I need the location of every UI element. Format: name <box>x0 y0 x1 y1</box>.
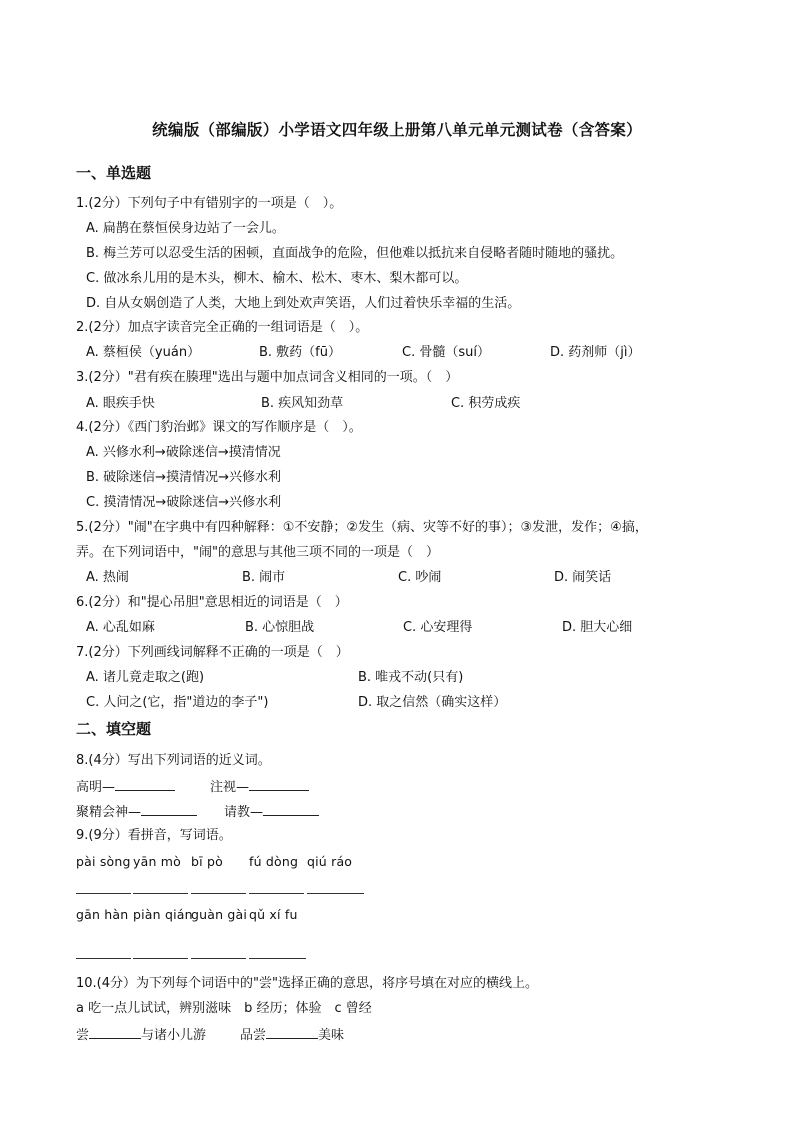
question-7-option-b: B. 唯戎不动(只有) <box>358 670 464 685</box>
question-8-item-4 <box>224 803 319 821</box>
question-6-option-d: D. 胆大心细 <box>562 620 633 635</box>
question-9-answer-line[interactable] <box>307 893 364 894</box>
pinyin-label: piàn qián <box>133 907 193 922</box>
question-9-answer-line[interactable] <box>191 958 246 959</box>
question-10-word-1-tail: 与诸小儿游 <box>141 1028 207 1043</box>
pinyin-label: gān hàn <box>76 907 129 922</box>
question-5-option-b: B. 闹市 <box>242 570 286 585</box>
question-9-answer-line[interactable] <box>249 958 306 959</box>
pinyin-label: pài sòng <box>76 854 131 869</box>
question-8-stem: 8.(4分）写出下列词语的近义词。 <box>76 753 271 768</box>
question-6-option-b: B. 心惊胆战 <box>245 620 315 635</box>
question-4-option-a: A. 兴修水利→破除迷信→摸清情况 <box>86 445 281 460</box>
question-4-stem: 4.(2分）《西门豹治邺》课文的写作顺序是（ ）。 <box>76 420 362 435</box>
question-10-word-2: 品尝 <box>240 1028 267 1043</box>
question-1-stem: 1.(2分）下列句子中有错别字的一项是（ ）。 <box>76 196 343 211</box>
question-1-option-c: C. 做冰糸儿用的是木头，柳木、榆木、松木、枣木、梨木都可以。 <box>86 271 468 286</box>
question-7-option-c: C. 人问之(它，指"道边的李子") <box>86 695 269 710</box>
question-6-option-c: C. 心安理得 <box>403 620 473 635</box>
question-10-word-1: 尝 <box>76 1028 90 1043</box>
question-7-option-d: D. 取之信然（确实这样） <box>358 695 507 710</box>
question-2-stem: 2.(2分）加点字读音完全正确的一组词语是（ ）。 <box>76 320 369 335</box>
pinyin-label: guàn gài <box>191 907 248 922</box>
question-4-option-b: B. 破除迷信→摸清情况→兴修水利 <box>86 470 281 485</box>
question-9-answer-line[interactable] <box>76 893 131 894</box>
question-8-item-1 <box>76 778 175 796</box>
pinyin-label: fú dòng <box>249 854 299 869</box>
question-9-answer-line[interactable] <box>133 893 188 894</box>
question-9-answer-line[interactable] <box>76 958 131 959</box>
pinyin-label: bī pò <box>191 854 223 869</box>
pinyin-label: yān mò <box>133 854 181 869</box>
question-3-option-b: B. 疾风知劲草 <box>261 396 344 411</box>
question-2-option-c: C. 骨髓（suí） <box>402 345 490 360</box>
question-5-stem-line-1: 5.(2分）"闹"在字典中有四种解释：①不安静；②发生（病、灾等不好的事）；③发泄，发作；④搞， <box>76 520 648 535</box>
question-10-answer-blank-2[interactable] <box>266 1026 318 1039</box>
section-heading-single-choice: 一、单选题 <box>76 164 152 182</box>
pinyin-label: qǔ xí fu <box>249 907 298 922</box>
question-9-answer-line[interactable] <box>133 958 188 959</box>
question-2-option-d: D. 药剂师（jì） <box>550 345 641 360</box>
question-5-option-a: A. 热闹 <box>86 570 129 585</box>
pinyin-label: qiú ráo <box>307 854 353 869</box>
question-7-stem: 7.(2分）下列画线词解释不正确的一项是（ ） <box>76 645 349 660</box>
page-title: 统编版（部编版）小学语文四年级上册第八单元单元测试卷（含答案） <box>152 121 642 139</box>
question-10-item-1 <box>76 1026 206 1044</box>
question-8-item-3 <box>76 803 197 821</box>
question-6-option-a: A. 心乱如麻 <box>86 620 155 635</box>
question-9-answer-line[interactable] <box>191 893 246 894</box>
question-3-option-c: C. 积劳成疾 <box>451 396 521 411</box>
question-9-answer-line[interactable] <box>249 893 304 894</box>
question-8-answer-blank-4[interactable] <box>263 803 319 816</box>
question-9-stem: 9.(9分）看拼音，写词语。 <box>76 828 232 843</box>
question-8-word-4: 请教— <box>224 805 264 820</box>
section-heading-fill-blank: 二、填空题 <box>76 720 152 738</box>
question-6-stem: 6.(2分）和"提心吊胆"意思相近的词语是（ ） <box>76 595 348 610</box>
question-5-option-d: D. 闹笑话 <box>554 570 612 585</box>
question-1-option-d: D. 自从女娲创造了人类，大地上到处欢声笑语，人们过着快乐幸福的生活。 <box>86 296 521 311</box>
question-8-word-2: 注视— <box>210 780 250 795</box>
question-8-answer-blank-3[interactable] <box>141 803 197 816</box>
question-8-word-3: 聚精会神— <box>76 805 142 820</box>
question-3-option-a: A. 眼疾手快 <box>86 396 155 411</box>
question-8-word-1: 高明— <box>76 780 116 795</box>
question-7-option-a: A. 诸儿竟走取之(跑) <box>86 670 205 685</box>
question-8-answer-blank-2[interactable] <box>249 778 309 791</box>
question-10-word-2-tail: 美味 <box>318 1028 345 1043</box>
question-10-stem: 10.(4分）为下列每个词语中的"尝"选择正确的意思，将序号填在对应的横线上。 <box>76 976 538 991</box>
question-4-option-c: C. 摸清情况→破除迷信→兴修水利 <box>86 495 282 510</box>
question-1-option-b: B. 梅兰芳可以忍受生活的困顿，直面战争的危险，但他难以抵抗来自侵略者随时随地的骚扰。 <box>86 246 624 261</box>
question-8-item-2 <box>210 778 309 796</box>
question-2-option-b: B. 敷药（fū） <box>259 345 341 360</box>
question-3-stem: 3.(2分）"君有疾在腠理"选出与题中加点词含义相同的一项。（ ） <box>76 370 459 385</box>
question-5-option-c: C. 吵闹 <box>398 570 442 585</box>
question-8-answer-blank-1[interactable] <box>115 778 175 791</box>
question-5-stem-line-2: 弄。在下列词语中，"闹"的意思与其他三项不同的一项是（ ） <box>76 545 439 560</box>
question-2-option-a: A. 蔡桓侯（yuán） <box>86 345 201 360</box>
question-1-option-a: A. 扁鹊在蔡恒侯身边站了一会儿。 <box>86 221 285 236</box>
question-10-item-2 <box>240 1026 344 1044</box>
question-10-meanings: a 吃一点儿试试，辨别滋味 b 经历；体验 c 曾经 <box>76 1001 372 1016</box>
question-10-answer-blank-1[interactable] <box>89 1026 141 1039</box>
